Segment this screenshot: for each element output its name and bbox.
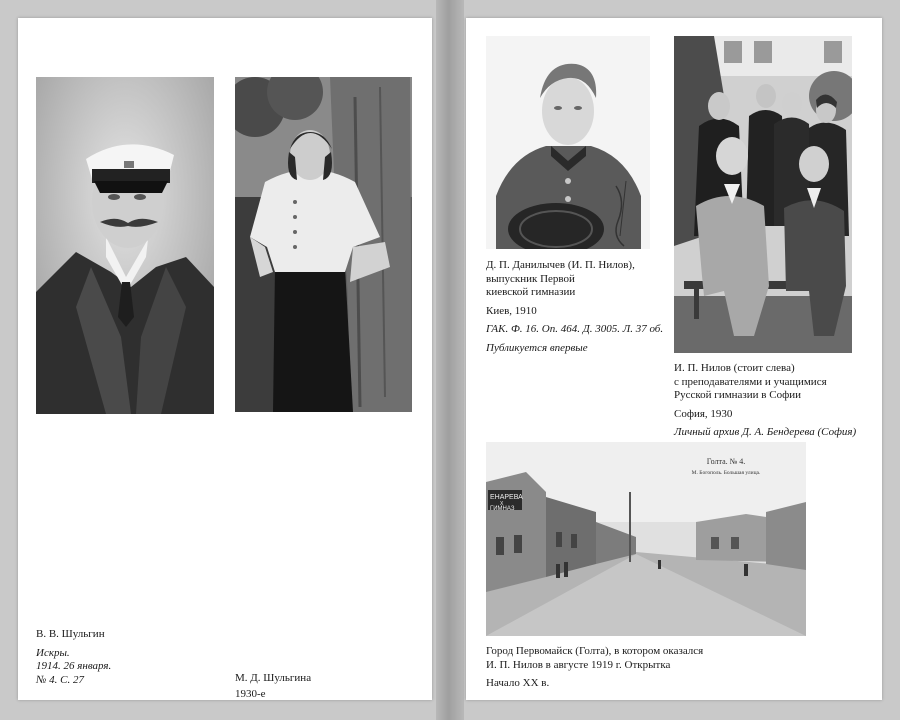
caption-line: с преподавателями и учащимися: [674, 375, 827, 388]
caption-archive: ГАК. Ф. 16. Оп. 464. Д. 3005. Л. 37 об.: [486, 323, 664, 335]
caption-line: Город Первомайск (Голта), в котором оказался: [486, 645, 704, 657]
caption-note: Публикуется впервые: [486, 341, 588, 354]
photo-golta-postcard: [486, 442, 806, 636]
group-image: [674, 36, 852, 353]
book-gutter: [436, 0, 464, 720]
caption-line: И. П. Нилов (стоит слева): [674, 362, 795, 374]
photo-shulgina-md: [235, 77, 412, 412]
caption-name: М. Д. Шульгина: [235, 672, 312, 684]
caption-archive: Личный архив Д. А. Бендерева (София): [674, 426, 857, 438]
right-page: [466, 18, 882, 700]
caption-place-date: София, 1930: [674, 407, 733, 420]
caption-date: 1930-е: [235, 687, 266, 700]
caption-danilychev: [486, 259, 663, 355]
caption-line: Д. П. Данилычев (И. П. Нилов),: [486, 259, 635, 271]
caption-place-date: Киев, 1910: [486, 304, 537, 317]
photo-nilov-sofia-group: [674, 36, 852, 353]
caption-source-line: Искры.: [36, 646, 70, 659]
caption-source-line: № 4. С. 27: [36, 673, 84, 686]
caption-name: В. В. Шульгин: [36, 628, 105, 640]
portrait-image: [36, 77, 214, 414]
caption-date: Начало XX в.: [486, 677, 550, 689]
shop-sign-text: Х: [500, 501, 504, 507]
portrait-image: [235, 77, 412, 412]
caption-line: И. П. Нилов в августе 1919 г. Открытка: [486, 658, 671, 671]
postcard-image: [486, 442, 806, 636]
caption-shulgin-vv: [36, 628, 111, 687]
photo-danilychev: [486, 36, 650, 249]
caption-shulgina-md: [235, 672, 311, 701]
caption-nilov-sofia: [674, 362, 856, 440]
photo-shulgin-vv: [36, 77, 214, 414]
portrait-image: [486, 36, 650, 249]
caption-postcard: [486, 645, 703, 691]
shop-sign-text: ГИМНАЗ: [490, 506, 515, 512]
postcard-subtitle: М. Богополь. Большая улица.: [691, 470, 761, 476]
caption-source-line: 1914. 26 января.: [36, 660, 112, 672]
caption-line: Русской гимназии в Софии: [674, 389, 801, 401]
caption-line: киевской гимназии: [486, 286, 576, 298]
postcard-title: Голта. № 4.: [706, 457, 746, 466]
left-page: [18, 18, 432, 700]
shop-sign-text: ЕНАРЕВА: [490, 494, 523, 501]
caption-line: выпускник Первой: [486, 272, 575, 285]
